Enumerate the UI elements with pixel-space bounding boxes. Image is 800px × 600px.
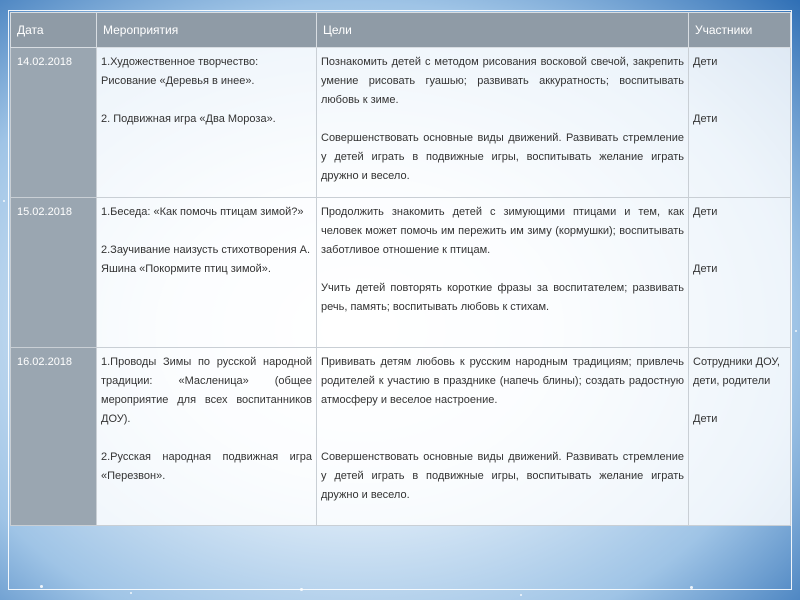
goal-item: Совершенствовать основные виды движений. Развивать стремление у детей играть в подвижные игры, воспитывать желание играть дружно и весело. [321, 451, 684, 501]
events-cell [97, 48, 317, 198]
goal-item: Совершенствовать основные виды движений. Развивать стремление у детей играть в подвижные игры, воспитывать желание играть дружно и весело. [321, 132, 684, 182]
participant-item: Дети [693, 56, 718, 68]
sparkle-decoration [3, 200, 5, 202]
table-header-row [11, 13, 791, 48]
event-item: 1.Проводы Зимы по русской народной традиции: «Масленица» (общее мероприятие для всех воспитанников ДОУ). [101, 356, 312, 425]
participant-item: Сотрудники ДОУ, дети, родители [693, 356, 780, 387]
participants-cell [689, 48, 791, 198]
goal-item: Продолжить знакомить детей с зимующими птицами и тем, как человек может помочь им пережить им зиму (кормушки); воспитывать заботливое отношение к птицам. [321, 206, 684, 256]
goals-cell [317, 348, 689, 526]
participant-item: Дети [693, 263, 718, 275]
event-item: 1.Беседа: «Как помочь птицам зимой?» [101, 206, 304, 218]
goal-item: Учить детей повторять короткие фразы за воспитателем; развивать речь, память; воспитывать любовь к стихам. [321, 282, 684, 313]
event-item: 2. Подвижная игра «Два Мороза». [101, 113, 276, 125]
table-row [11, 198, 791, 348]
participants-cell [689, 348, 791, 526]
date-cell: 16.02.2018 [11, 348, 97, 526]
goal-item: Прививать детям любовь к русским народным традициям; привлечь родителей к участию в празднике (напечь блины); создать радостную атмосферу и веселое настроение. [321, 356, 684, 406]
table-row [11, 348, 791, 526]
header-date: Дата [11, 13, 97, 48]
schedule-table [10, 12, 791, 526]
participant-item: Дети [693, 413, 718, 425]
sparkle-decoration [130, 592, 132, 594]
events-cell [97, 348, 317, 526]
date-cell: 14.02.2018 [11, 48, 97, 198]
event-item: 2.Русская народная подвижная игра «Перезвон». [101, 451, 312, 482]
goals-cell [317, 48, 689, 198]
date-cell: 15.02.2018 [11, 198, 97, 348]
events-cell [97, 198, 317, 348]
event-item: 1.Художественное творчество: Рисование «Деревья в инее». [101, 56, 259, 87]
sparkle-decoration [520, 594, 522, 596]
event-item: 2.Заучивание наизусть стихотворения А. Яшина «Покормите птиц зимой». [101, 244, 311, 275]
participants-cell [689, 198, 791, 348]
table-row [11, 48, 791, 198]
participant-item: Дети [693, 206, 718, 218]
header-participants: Участники [689, 13, 791, 48]
goals-cell [317, 198, 689, 348]
participant-item: Дети [693, 113, 718, 125]
header-goals: Цели [317, 13, 689, 48]
header-events: Мероприятия [97, 13, 317, 48]
goal-item: Познакомить детей с методом рисования восковой свечой, закрепить умение рисовать гуашью; развивать аккуратность; воспитывать любовь к зиме. [321, 56, 684, 106]
sparkle-decoration [795, 330, 797, 332]
